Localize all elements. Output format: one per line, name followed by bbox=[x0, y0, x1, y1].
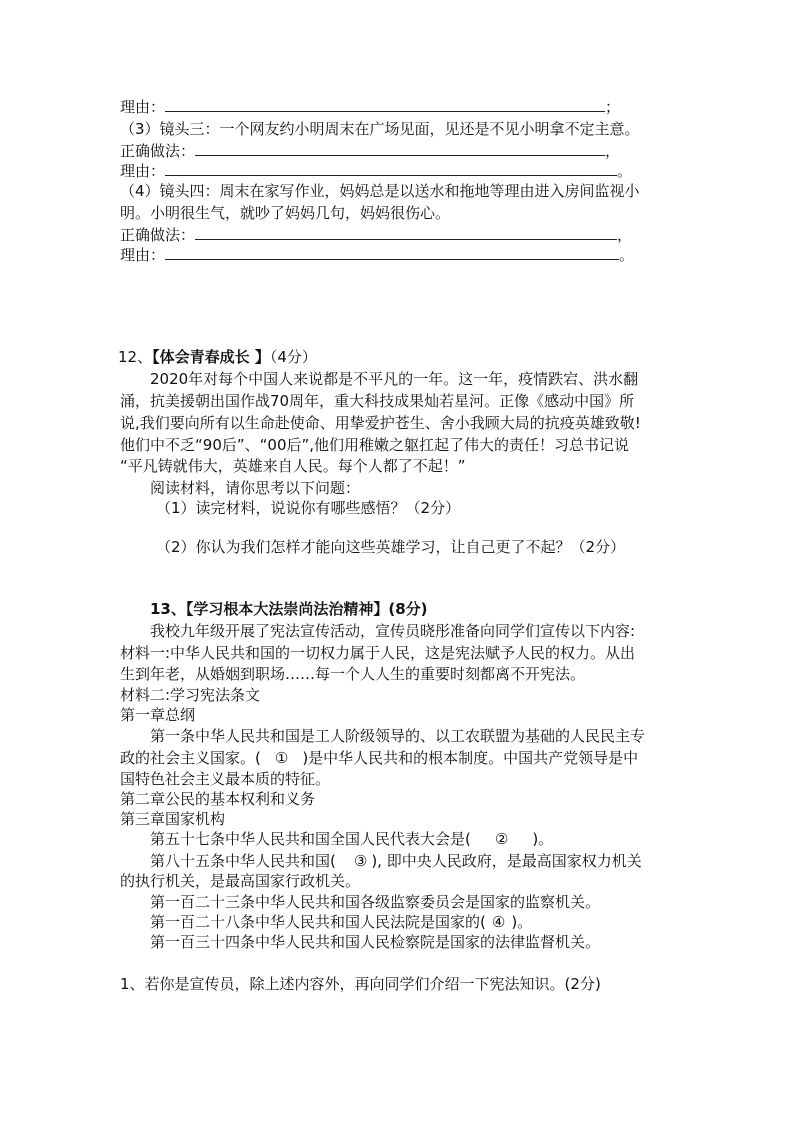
q12-paragraph-line: 他们中不乏“90后”、“00后”,他们用稚嫩之躯扛起了伟大的责任！习总书记说 bbox=[120, 436, 630, 454]
article-85-line-2: 的执行机关，是最高国家行政机关。 bbox=[120, 872, 361, 890]
answer-blank[interactable] bbox=[165, 245, 619, 260]
q12-subquestion-2: （2）你认为我们怎样才能向这些英雄学习，让自己更了不起？（2分） bbox=[156, 538, 626, 556]
scene-4-text-line-1: （4）镜头四：周末在家写作业，妈妈总是以送水和拖地等理由进入房间监视小 bbox=[120, 182, 640, 200]
answer-blank[interactable] bbox=[165, 161, 617, 176]
article-1-line-2: 政的社会主义国家。( ① )是中华人民共和的根本制度。中国共产党领导是中 bbox=[120, 749, 639, 767]
chapter-1-heading: 第一章总纲 bbox=[120, 706, 196, 724]
q12-subquestion-1: （1）读完材料，说说你有哪些感悟？（2分） bbox=[156, 499, 461, 517]
reason-line-3: 理由： 。 bbox=[120, 162, 633, 180]
correct-practice-line-3: 正确做法： ， bbox=[120, 142, 621, 160]
reason-line-4: 理由： 。 bbox=[120, 246, 635, 264]
article-128: 第一百二十八条中华人民共和国人民法院是国家的( ④ )。 bbox=[150, 913, 533, 931]
q12-paragraph-line: 说,我们要向所有以生命赴使命、用挚爱护苍生、舍小我顾大局的抗疫英雄致敬! bbox=[120, 414, 641, 432]
scene-3-text: （3）镜头三：一个网友约小明周末在广场见面，见还是不见小明拿不定主意。 bbox=[120, 120, 640, 138]
q12-paragraph-line: 涌，抗美援朝出国作战70周年，重大科技成果灿若星河。正像《感动中国》所 bbox=[120, 392, 635, 410]
blank-marker-3[interactable]: ③ bbox=[353, 852, 368, 870]
material-1-line-2: 生到年老，从婚姻到职场……每一个人人生的重要时刻都离不开宪法。 bbox=[120, 665, 586, 683]
answer-blank[interactable] bbox=[195, 225, 617, 240]
answer-blank[interactable] bbox=[195, 141, 605, 156]
question-12-heading: 12、【体会青春成长 】（4分） bbox=[118, 348, 317, 366]
chapter-3-heading: 第三章国家机构 bbox=[120, 810, 226, 828]
article-1-line-3: 国特色社会主义最本质的特征。 bbox=[120, 770, 331, 788]
blank-marker-1[interactable]: ① bbox=[274, 749, 289, 767]
answer-blank[interactable] bbox=[165, 97, 605, 112]
material-1-line-1: 材料一:中华人民共和国的一切权力属于人民，这是宪法赋予人民的权力。从出 bbox=[120, 644, 636, 662]
q12-prompt: 阅读材料，请你思考以下问题： bbox=[150, 479, 361, 497]
article-134: 第一百三十四条中华人民共和国人民检察院是国家的法律监督机关。 bbox=[150, 933, 601, 951]
blank-marker-4[interactable]: ④ bbox=[491, 913, 506, 931]
q13-intro: 我校九年级开展了宪法宣传活动，宣传员晓彤准备向同学们宣传以下内容: bbox=[150, 622, 636, 640]
q13-task-1: 1、若你是宣传员，除上述内容外，再向同学们介绍一下宪法知识。(2分) bbox=[120, 975, 601, 993]
q12-paragraph-line: “平凡铸就伟大，英雄来自人民。每个人都了不起！” bbox=[120, 457, 466, 475]
reason-line-1: 理由： ； bbox=[120, 98, 621, 116]
article-123: 第一百二十三条中华人民共和国各级监察委员会是国家的监察机关。 bbox=[150, 893, 601, 911]
scene-4-text-line-2: 明。小明很生气，就吵了妈妈几句，妈妈很伤心。 bbox=[120, 204, 451, 222]
chapter-2-heading: 第二章公民的基本权利和义务 bbox=[120, 790, 316, 808]
material-2-heading: 材料二:学习宪法条文 bbox=[120, 686, 261, 704]
q12-paragraph-line: 2020年对每个中国人来说都是不平凡的一年。这一年，疫情跌宕、洪水翻 bbox=[150, 370, 639, 388]
article-1-line-1: 第一条中华人民共和国是工人阶级领导的、以工农联盟为基础的人民民主专 bbox=[150, 727, 646, 745]
blank-marker-2[interactable]: ② bbox=[494, 830, 509, 848]
article-85-line-1: 第八十五条中华人民共和国( ③ ), 即中央人民政府，是最高国家权力机关 bbox=[150, 852, 642, 870]
question-13-heading: 13、【学习根本大法崇尚法治精神】(8分) bbox=[150, 600, 428, 618]
correct-practice-line-4: 正确做法： ， bbox=[120, 226, 633, 244]
article-57: 第五十七条中华人民共和国全国人民代表大会是( ② )。 bbox=[150, 830, 554, 848]
